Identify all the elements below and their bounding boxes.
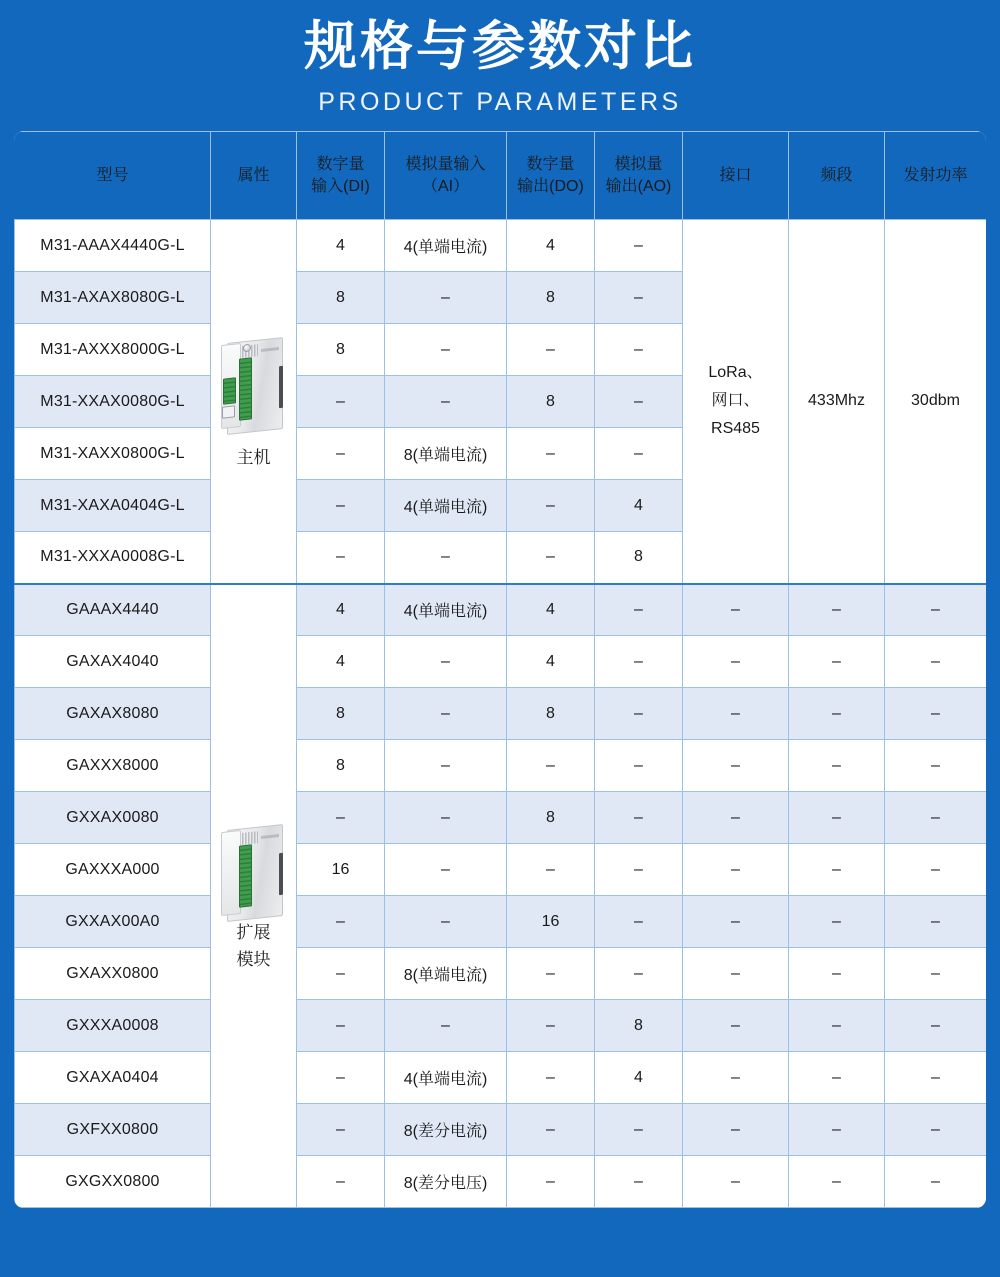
cell-do: – [507, 1052, 595, 1104]
table-row [15, 1104, 987, 1156]
cell-power: – [885, 584, 987, 636]
cell-model: M31-XAXA0404G-L [15, 480, 211, 532]
cell-ao: – [595, 688, 683, 740]
cell-model: GAAAX4440 [15, 584, 211, 636]
cell-ai: 8(单端电流) [385, 948, 507, 1000]
cell-ai: – [385, 792, 507, 844]
cell-model: GXFXX0800 [15, 1104, 211, 1156]
cell-band: – [789, 844, 885, 896]
cell-power: – [885, 636, 987, 688]
cell-model: GAXXXA000 [15, 844, 211, 896]
cell-power: – [885, 844, 987, 896]
table-row [15, 688, 987, 740]
device-slot [279, 853, 283, 895]
attribute-label-host: 主机 [236, 447, 271, 467]
cell-ai: – [385, 896, 507, 948]
cell-di: – [297, 1104, 385, 1156]
cell-ao: – [595, 324, 683, 376]
cell-ao: – [595, 584, 683, 636]
header-row [15, 132, 987, 220]
cell-ao: 4 [595, 1052, 683, 1104]
expansion-device-illustration [211, 585, 296, 1208]
cell-ai: – [385, 688, 507, 740]
cell-model: GAXAX8080 [15, 688, 211, 740]
page-title: 规格与参数对比 [304, 17, 696, 76]
cell-do: 4 [507, 220, 595, 272]
cell-band: – [789, 584, 885, 636]
cell-model: GXAXX0800 [15, 948, 211, 1000]
cell-model: GAXAX4040 [15, 636, 211, 688]
table-row [15, 1000, 987, 1052]
cell-do: 8 [507, 272, 595, 324]
cell-interface: – [683, 792, 789, 844]
table-row [15, 740, 987, 792]
header-power-line-1: 发射功率 [903, 166, 968, 184]
cell-model: M31-XAXX0800G-L [15, 428, 211, 480]
cell-ai: 4(单端电流) [385, 1052, 507, 1104]
table-row [15, 1052, 987, 1104]
device-front-face [221, 830, 241, 916]
cell-ao: – [595, 220, 683, 272]
cell-do: – [507, 480, 595, 532]
cell-di: – [297, 1000, 385, 1052]
device-terminal-block [239, 357, 252, 420]
cell-ao: – [595, 376, 683, 428]
header-analog-output [595, 132, 683, 220]
cell-di: – [297, 480, 385, 532]
cell-model: M31-XXAX0080G-L [15, 376, 211, 428]
cell-interface: – [683, 844, 789, 896]
cell-di: – [297, 376, 385, 428]
cell-model: M31-AAAX4440G-L [15, 220, 211, 272]
table-row [15, 896, 987, 948]
cell-di: 4 [297, 584, 385, 636]
cell-di: 8 [297, 688, 385, 740]
cell-band: – [789, 896, 885, 948]
cell-ao: – [595, 1104, 683, 1156]
cell-di: 16 [297, 844, 385, 896]
cell-power: – [885, 1156, 987, 1208]
cell-interface: – [683, 584, 789, 636]
cell-do: – [507, 844, 595, 896]
attribute-label-expansion-line-1: 扩展 [236, 922, 271, 942]
cell-ai: – [385, 844, 507, 896]
cell-band-host: 433Mhz [789, 220, 885, 584]
cell-di: – [297, 532, 385, 584]
cell-interface-host [683, 220, 789, 584]
cell-model: GAXXX8000 [15, 740, 211, 792]
cell-di: – [297, 948, 385, 1000]
page-subtitle: PRODUCT PARAMETERS [318, 88, 682, 116]
cell-ai: – [385, 1000, 507, 1052]
cell-di: 4 [297, 220, 385, 272]
host-device-illustration [211, 220, 296, 583]
cell-band: – [789, 1000, 885, 1052]
cell-do: – [507, 1156, 595, 1208]
cell-ai: 4(单端电流) [385, 480, 507, 532]
table-header [15, 132, 987, 220]
cell-ai: 8(单端电流) [385, 428, 507, 480]
cell-interface: – [683, 1156, 789, 1208]
cell-ai: – [385, 532, 507, 584]
cell-model: M31-XXXA0008G-L [15, 532, 211, 584]
cell-di: 8 [297, 324, 385, 376]
header-digital-input [297, 132, 385, 220]
header-di-line-1: 数字量 [316, 155, 365, 173]
header-analog-input [385, 132, 507, 220]
header-model [15, 132, 211, 220]
cell-interface: – [683, 1052, 789, 1104]
cell-di: 8 [297, 740, 385, 792]
interface-line-3: RS485 [711, 420, 760, 438]
device-slot [279, 366, 283, 408]
cell-do: 8 [507, 688, 595, 740]
device-ethernet-port [222, 405, 235, 418]
cell-ao: – [595, 636, 683, 688]
cell-interface: – [683, 896, 789, 948]
device-led-strip [242, 831, 258, 845]
cell-model: GXXAX00A0 [15, 896, 211, 948]
cell-ao: – [595, 844, 683, 896]
cell-power: – [885, 792, 987, 844]
cell-model: GXXAX0080 [15, 792, 211, 844]
cell-power: – [885, 740, 987, 792]
cell-ai: 8(差分电流) [385, 1104, 507, 1156]
cell-do: – [507, 1104, 595, 1156]
cell-power: – [885, 1052, 987, 1104]
cell-di: – [297, 792, 385, 844]
cell-attribute-host [211, 220, 297, 584]
cell-di: – [297, 1052, 385, 1104]
cell-ai: – [385, 636, 507, 688]
header-band-line-1: 频段 [820, 166, 853, 184]
cell-interface: – [683, 1104, 789, 1156]
header-digital-output [507, 132, 595, 220]
header-attribute [211, 132, 297, 220]
device-knob [243, 343, 251, 352]
table-row [15, 220, 987, 272]
cell-ai: – [385, 740, 507, 792]
cell-band: – [789, 1104, 885, 1156]
spec-table-panel [14, 131, 986, 1208]
attribute-label-expansion-line-2: 模块 [236, 949, 271, 969]
cell-ao: – [595, 428, 683, 480]
cell-band: – [789, 1052, 885, 1104]
cell-ai: – [385, 376, 507, 428]
cell-ai: 8(差分电压) [385, 1156, 507, 1208]
cell-ao: 4 [595, 480, 683, 532]
cell-di: – [297, 428, 385, 480]
cell-do: 4 [507, 636, 595, 688]
cell-do: 8 [507, 376, 595, 428]
header-interface-line-1: 接口 [719, 166, 752, 184]
cell-power: – [885, 1000, 987, 1052]
header-di-line-2: 输入(DI) [311, 177, 370, 195]
table-body [15, 220, 987, 1208]
cell-band: – [789, 688, 885, 740]
cell-ao: – [595, 896, 683, 948]
cell-di: 4 [297, 636, 385, 688]
cell-power: – [885, 948, 987, 1000]
header-ai-line-1: 模拟量输入 [405, 155, 486, 173]
cell-di: – [297, 1156, 385, 1208]
cell-model: GXGXX0800 [15, 1156, 211, 1208]
cell-do: – [507, 532, 595, 584]
table-row [15, 584, 987, 636]
cell-ai: – [385, 272, 507, 324]
cell-do: – [507, 948, 595, 1000]
cell-do: – [507, 740, 595, 792]
cell-ai: 4(单端电流) [385, 584, 507, 636]
device-terminal-block-secondary [223, 377, 236, 404]
cell-di: – [297, 896, 385, 948]
cell-band: – [789, 948, 885, 1000]
header-ao-line-2: 输出(AO) [605, 177, 672, 195]
header-attribute-line-1: 属性 [237, 166, 270, 184]
cell-ao: – [595, 792, 683, 844]
cell-attribute-expansion [211, 584, 297, 1208]
cell-interface: – [683, 688, 789, 740]
table-row [15, 844, 987, 896]
cell-interface: – [683, 740, 789, 792]
cell-interface: – [683, 1000, 789, 1052]
header-interface [683, 132, 789, 220]
cell-do: – [507, 428, 595, 480]
cell-di: 8 [297, 272, 385, 324]
header-ai-line-2: （AI） [421, 177, 470, 195]
page-banner [0, 0, 1000, 122]
cell-ao: – [595, 272, 683, 324]
header-transmit-power [885, 132, 987, 220]
cell-ai: – [385, 324, 507, 376]
cell-power-host: 30dbm [885, 220, 987, 584]
header-do-line-1: 数字量 [526, 155, 575, 173]
header-model-line-1: 型号 [96, 166, 129, 184]
header-frequency-band [789, 132, 885, 220]
cell-do: – [507, 324, 595, 376]
cell-band: – [789, 636, 885, 688]
expansion-module-icon [217, 821, 291, 917]
cell-ao: – [595, 1156, 683, 1208]
cell-ai: 4(单端电流) [385, 220, 507, 272]
header-do-line-2: 输出(DO) [517, 177, 584, 195]
cell-model: GXXXA0008 [15, 1000, 211, 1052]
cell-do: – [507, 1000, 595, 1052]
cell-do: 8 [507, 792, 595, 844]
cell-power: – [885, 1104, 987, 1156]
cell-ao: – [595, 740, 683, 792]
cell-ao: 8 [595, 532, 683, 584]
cell-interface: – [683, 948, 789, 1000]
cell-model: GXAXA0404 [15, 1052, 211, 1104]
device-terminal-block [239, 844, 252, 907]
cell-power: – [885, 688, 987, 740]
table-row [15, 792, 987, 844]
table-row [15, 948, 987, 1000]
interface-line-1: LoRa、 [708, 364, 763, 382]
header-ao-line-1: 模拟量 [614, 155, 663, 173]
table-row [15, 1156, 987, 1208]
cell-ao: 8 [595, 1000, 683, 1052]
host-device-icon [217, 334, 291, 442]
cell-band: – [789, 792, 885, 844]
cell-do: 16 [507, 896, 595, 948]
cell-model: M31-AXAX8080G-L [15, 272, 211, 324]
cell-band: – [789, 740, 885, 792]
cell-model: M31-AXXX8000G-L [15, 324, 211, 376]
cell-band: – [789, 1156, 885, 1208]
table-row [15, 636, 987, 688]
cell-ao: – [595, 948, 683, 1000]
specification-table [14, 131, 986, 1208]
cell-interface: – [683, 636, 789, 688]
interface-line-2: 网口、 [711, 392, 760, 410]
cell-power: – [885, 896, 987, 948]
cell-do: 4 [507, 584, 595, 636]
